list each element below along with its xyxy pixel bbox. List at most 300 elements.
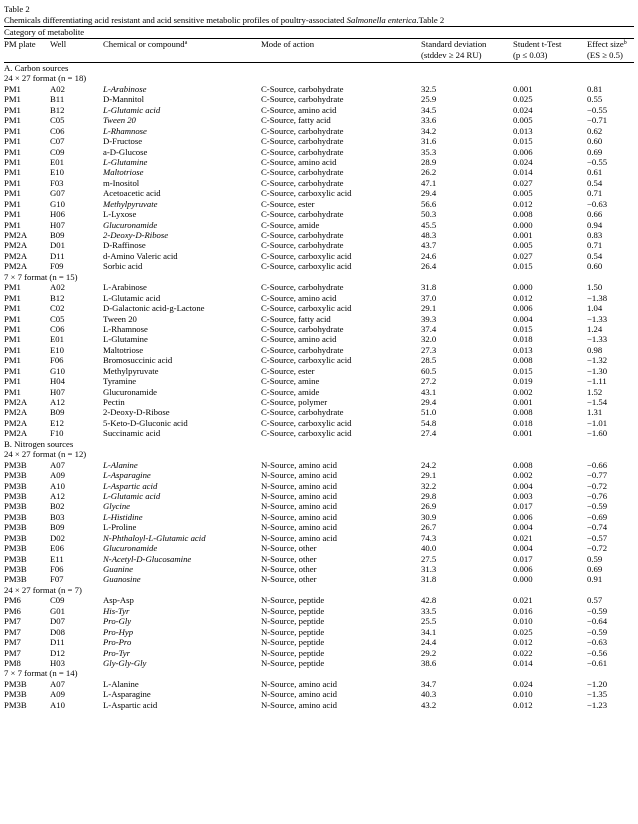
cell-ttest: 0.005 [513, 188, 533, 199]
cell-ttest: 0.025 [513, 94, 533, 105]
cell-mode: C-Source, carbohydrate [261, 323, 344, 334]
cell-chemical: D-Fructose [103, 136, 143, 147]
cell-ttest: 0.022 [513, 647, 533, 658]
cell-mode: C-Source, carboxylic acid [261, 417, 352, 428]
header-chemical-text: Chemical or compound [103, 39, 185, 49]
table-row [4, 324, 634, 334]
cell-ttest: 0.006 [513, 146, 533, 157]
cell-ttest: 0.015 [513, 261, 533, 272]
cell-pm-plate: PM1 [4, 177, 21, 188]
cell-pm-plate: PM1 [4, 167, 21, 178]
cell-ttest: 0.013 [513, 125, 533, 136]
cell-pm-plate: PM7 [4, 647, 21, 658]
cell-mode: C-Source, amide [261, 386, 320, 397]
cell-chemical: Bromosuccinic acid [103, 355, 173, 366]
cell-stddev: 29.1 [421, 470, 437, 481]
cell-effect-size: 0.71 [587, 188, 603, 199]
cell-stddev: 48.3 [421, 230, 437, 240]
cell-mode: C-Source, carbohydrate [261, 94, 344, 105]
header-chemical-footnote: a [184, 40, 188, 46]
cell-stddev: 31.6 [421, 136, 437, 147]
cell-chemical: L-Alanine [103, 459, 138, 470]
cell-ttest: 0.017 [513, 501, 533, 512]
cell-pm-plate: PM3B [4, 553, 27, 564]
section-heading-row [4, 439, 634, 449]
header-well: Well [50, 39, 67, 49]
cell-mode: C-Source, fatty acid [261, 313, 331, 324]
cell-chemical: L-Asparagine [103, 689, 151, 700]
table-row [4, 334, 634, 344]
cell-ttest: 0.017 [513, 553, 533, 564]
cell-chemical: Pro-Tyr [103, 647, 131, 658]
cell-well: H06 [50, 209, 65, 220]
cell-mode: N-Source, amino acid [261, 501, 337, 512]
cell-effect-size: 1.50 [587, 282, 603, 293]
cell-effect-size: −0.61 [587, 657, 608, 668]
cell-effect-size: 0.94 [587, 219, 603, 230]
cell-pm-plate: PM1 [4, 292, 21, 303]
cell-stddev: 32.2 [421, 480, 437, 491]
cell-well: E11 [50, 553, 64, 564]
cell-well: A07 [50, 678, 65, 689]
cell-well: A10 [50, 699, 65, 710]
cell-chemical: L-Arabinose [103, 282, 147, 293]
cell-mode: N-Source, peptide [261, 605, 325, 616]
cell-chemical: 5-Keto-D-Gluconic acid [103, 417, 188, 428]
cell-stddev: 28.5 [421, 355, 437, 366]
cell-chemical: Methylpyruvate [103, 365, 159, 376]
cell-mode: C-Source, carboxylic acid [261, 303, 352, 314]
cell-pm-plate: PM3B [4, 480, 27, 491]
cell-well: F07 [50, 574, 64, 585]
cell-effect-size: 0.54 [587, 250, 603, 261]
cell-stddev: 27.5 [421, 553, 437, 564]
cell-well: D11 [50, 637, 65, 648]
cell-pm-plate: PM3B [4, 564, 27, 574]
cell-effect-size: −0.63 [587, 198, 608, 209]
cell-ttest: 0.021 [513, 595, 533, 606]
cell-ttest: 0.006 [513, 303, 533, 314]
table-row [4, 303, 634, 313]
cell-chemical: Tyramine [103, 376, 137, 387]
format-subheading: 24 × 27 format (n = 7) [4, 584, 82, 595]
table-row [4, 501, 634, 511]
cell-pm-plate: PM2A [4, 250, 28, 261]
caption-text: Chemicals differentiating acid resistant and acid sensitive metabolic profiles of poultry-associated [4, 15, 347, 25]
table-caption [4, 15, 634, 26]
cell-well: C02 [50, 303, 65, 314]
cell-pm-plate: PM3B [4, 511, 27, 522]
cell-ttest: 0.025 [513, 626, 533, 637]
cell-ttest: 0.006 [513, 564, 533, 574]
cell-mode: C-Source, carbohydrate [261, 230, 344, 240]
cell-effect-size: −1.60 [587, 428, 608, 439]
cell-mode: N-Source, other [261, 574, 317, 585]
cell-ttest: 0.024 [513, 104, 533, 115]
cell-mode: N-Source, peptide [261, 647, 325, 658]
cell-mode: N-Source, amino acid [261, 470, 337, 481]
header-row-1 [4, 39, 634, 50]
table-row [4, 251, 634, 261]
cell-effect-size: 0.81 [587, 83, 603, 94]
cell-mode: C-Source, carbohydrate [261, 167, 344, 178]
table-row [4, 188, 634, 198]
cell-stddev: 45.5 [421, 219, 437, 230]
cell-pm-plate: PM3B [4, 574, 27, 585]
cell-ttest: 0.001 [513, 83, 533, 94]
cell-chemical: a-D-Glucose [103, 146, 148, 157]
cell-chemical: L-Proline [103, 522, 137, 533]
cell-ttest: 0.005 [513, 240, 533, 251]
cell-well: A02 [50, 83, 65, 94]
cell-well: E06 [50, 543, 64, 554]
cell-pm-plate: PM1 [4, 344, 21, 355]
cell-chemical: D-Raffinose [103, 240, 146, 251]
cell-effect-size: 0.59 [587, 553, 603, 564]
cell-ttest: 0.001 [513, 428, 533, 439]
cell-chemical: L-Alanine [103, 678, 139, 689]
cell-well: B09 [50, 522, 65, 533]
cell-chemical: Succinamic acid [103, 428, 161, 439]
format-subheading: 24 × 27 format (n = 18) [4, 73, 87, 84]
cell-stddev: 29.8 [421, 490, 437, 501]
cell-mode: N-Source, amino acid [261, 532, 337, 543]
table-row [4, 105, 634, 115]
cell-effect-size: 0.55 [587, 94, 603, 105]
cell-pm-plate: PM8 [4, 657, 21, 668]
cell-well: F03 [50, 177, 64, 188]
cell-stddev: 43.1 [421, 386, 437, 397]
cell-pm-plate: PM1 [4, 323, 21, 334]
cell-chemical: Guanine [103, 564, 133, 574]
cell-stddev: 25.5 [421, 616, 437, 627]
cell-stddev: 35.3 [421, 146, 437, 157]
cell-stddev: 27.2 [421, 376, 437, 387]
cell-well: C05 [50, 115, 65, 126]
table-row [4, 94, 634, 104]
cell-ttest: 0.004 [513, 480, 533, 491]
cell-well: B12 [50, 292, 65, 303]
table-row [4, 689, 634, 699]
cell-pm-plate: PM1 [4, 303, 21, 314]
cell-ttest: 0.027 [513, 250, 533, 261]
cell-well: E01 [50, 156, 64, 167]
table-row [4, 178, 634, 188]
table-row [4, 209, 634, 219]
table-row [4, 543, 634, 553]
cell-mode: N-Source, amino acid [261, 459, 337, 470]
cell-ttest: 0.003 [513, 490, 533, 501]
cell-stddev: 74.3 [421, 532, 437, 543]
cell-stddev: 29.1 [421, 303, 437, 314]
cell-mode: C-Source, amino acid [261, 156, 337, 167]
cell-mode: N-Source, amino acid [261, 522, 337, 533]
cell-chemical: Gly-Gly-Gly [103, 657, 147, 668]
cell-effect-size: −0.59 [587, 501, 608, 512]
cell-stddev: 27.3 [421, 344, 437, 355]
format-subheading-row [4, 73, 634, 83]
cell-mode: C-Source, amino acid [261, 334, 337, 345]
cell-pm-plate: PM1 [4, 83, 21, 94]
cell-stddev: 26.4 [421, 261, 437, 272]
cell-stddev: 54.8 [421, 417, 437, 428]
cell-effect-size: −0.69 [587, 511, 608, 522]
header-es-text: Effect size [587, 39, 624, 49]
cell-mode: C-Source, polymer [261, 397, 328, 407]
cell-ttest: 0.004 [513, 543, 533, 554]
cell-ttest: 0.000 [513, 219, 533, 230]
cell-pm-plate: PM3B [4, 459, 27, 470]
table-row [4, 314, 634, 324]
cell-well: E10 [50, 344, 64, 355]
table-row [4, 700, 634, 710]
cell-mode: C-Source, carbohydrate [261, 177, 344, 188]
cell-well: A12 [50, 397, 65, 407]
cell-well: E01 [50, 334, 64, 345]
table-row [4, 606, 634, 616]
cell-pm-plate: PM6 [4, 605, 21, 616]
cell-stddev: 26.2 [421, 167, 437, 178]
cell-ttest: 0.004 [513, 313, 533, 324]
cell-effect-size: −0.64 [587, 616, 608, 627]
cell-stddev: 27.4 [421, 428, 437, 439]
table-row [4, 627, 634, 637]
cell-stddev: 43.2 [421, 699, 437, 710]
cell-well: C09 [50, 146, 65, 157]
cell-well: H07 [50, 219, 65, 230]
table-row [4, 679, 634, 689]
table-row [4, 637, 634, 647]
cell-ttest: 0.001 [513, 230, 533, 240]
cell-well: H07 [50, 386, 65, 397]
cell-well: A07 [50, 459, 65, 470]
cell-stddev: 26.7 [421, 522, 437, 533]
cell-well: D02 [50, 532, 65, 543]
cell-chemical: L-Glutamic acid [103, 292, 161, 303]
cell-ttest: 0.001 [513, 397, 533, 407]
cell-mode: N-Source, peptide [261, 657, 325, 668]
cell-stddev: 40.0 [421, 543, 437, 554]
cell-well: B03 [50, 511, 65, 522]
table-row [4, 491, 634, 501]
cell-effect-size: 0.62 [587, 125, 603, 136]
cell-well: G01 [50, 605, 65, 616]
cell-chemical: Guanosine [103, 574, 141, 585]
cell-effect-size: −0.55 [587, 156, 608, 167]
cell-pm-plate: PM1 [4, 365, 21, 376]
cell-effect-size: −1.38 [587, 292, 608, 303]
cell-ttest: 0.024 [513, 156, 533, 167]
cell-stddev: 56.6 [421, 198, 437, 209]
header-es-footnote: b [623, 40, 627, 46]
cell-pm-plate: PM2A [4, 230, 28, 240]
cell-well: C09 [50, 595, 65, 606]
cell-stddev: 31.8 [421, 282, 437, 293]
format-subheading: 7 × 7 format (n = 15) [4, 271, 78, 282]
table-row [4, 658, 634, 668]
cell-stddev: 26.9 [421, 501, 437, 512]
cell-mode: C-Source, carboxylic acid [261, 428, 352, 439]
cell-chemical: L-Glutamine [103, 334, 148, 345]
cell-stddev: 33.6 [421, 115, 437, 126]
table-row [4, 564, 634, 574]
cell-well: B09 [50, 230, 65, 240]
table-row [4, 240, 634, 250]
header-sd-criterion: (stddev ≥ 24 RU) [421, 50, 513, 63]
cell-ttest: 0.012 [513, 637, 533, 648]
cell-chemical: L-Asparagine [103, 470, 151, 481]
cell-effect-size: −1.20 [587, 678, 608, 689]
cell-pm-plate: PM2A [4, 407, 28, 418]
cell-effect-size: −0.72 [587, 480, 608, 491]
cell-mode: C-Source, carbohydrate [261, 209, 344, 220]
cell-effect-size: −1.33 [587, 313, 608, 324]
cell-chemical: Maltotriose [103, 167, 144, 178]
cell-ttest: 0.021 [513, 532, 533, 543]
cell-stddev: 34.2 [421, 125, 437, 136]
table-row [4, 595, 634, 605]
cell-mode: C-Source, amine [261, 376, 320, 387]
cell-mode: N-Source, other [261, 564, 317, 574]
cell-stddev: 34.1 [421, 626, 437, 637]
format-subheading: 24 × 27 format (n = 12) [4, 449, 87, 460]
cell-effect-size: −0.63 [587, 637, 608, 648]
table-row [4, 157, 634, 167]
cell-mode: C-Source, carbohydrate [261, 125, 344, 136]
cell-mode: C-Source, carbohydrate [261, 136, 344, 147]
cell-pm-plate: PM3B [4, 678, 27, 689]
cell-well: G07 [50, 188, 65, 199]
cell-well: A10 [50, 480, 65, 491]
cell-stddev: 42.8 [421, 595, 437, 606]
cell-chemical: L-Lyxose [103, 209, 137, 220]
cell-mode: C-Source, carboxylic acid [261, 261, 352, 272]
cell-mode: N-Source, peptide [261, 595, 325, 606]
cell-well: D12 [50, 647, 65, 658]
cell-stddev: 30.9 [421, 511, 437, 522]
cell-chemical: 2-Deoxy-D-Ribose [103, 230, 169, 240]
cell-well: E12 [50, 417, 64, 428]
cell-pm-plate: PM1 [4, 198, 21, 209]
cell-effect-size: −1.35 [587, 689, 608, 700]
caption-organism: Salmonella enterica [346, 15, 417, 25]
cell-ttest: 0.002 [513, 470, 533, 481]
cell-effect-size: −0.72 [587, 543, 608, 554]
cell-ttest: 0.005 [513, 115, 533, 126]
cell-mode: C-Source, amino acid [261, 292, 337, 303]
table-row [4, 136, 634, 146]
cell-stddev: 39.3 [421, 313, 437, 324]
cell-chemical: Sorbic acid [103, 261, 143, 272]
cell-mode: N-Source, amino acid [261, 699, 337, 710]
cell-effect-size: 0.69 [587, 146, 603, 157]
cell-chemical: Glucuronamide [103, 543, 158, 554]
cell-chemical: L-Rhamnose [103, 323, 148, 334]
cell-chemical: Methylpyruvate [103, 198, 158, 209]
cell-chemical: N-Phthaloyl-L-Glutamic acid [103, 532, 206, 543]
cell-pm-plate: PM1 [4, 386, 21, 397]
cell-stddev: 29.4 [421, 397, 437, 407]
table-row [4, 366, 634, 376]
cell-well: B11 [50, 94, 65, 105]
cell-effect-size: 0.60 [587, 136, 603, 147]
cell-ttest: 0.006 [513, 511, 533, 522]
cell-well: C07 [50, 136, 65, 147]
cell-pm-plate: PM1 [4, 188, 21, 199]
cell-pm-plate: PM1 [4, 219, 21, 230]
cell-chemical: L-Aspartic acid [103, 480, 158, 491]
section-heading-row [4, 63, 634, 74]
cell-pm-plate: PM7 [4, 637, 21, 648]
cell-chemical: D-Galactonic acid-g-Lactone [103, 303, 205, 314]
cell-pm-plate: PM1 [4, 282, 21, 293]
cell-pm-plate: PM2A [4, 240, 28, 251]
cell-stddev: 43.7 [421, 240, 437, 251]
cell-chemical: L-Rhamnose [103, 125, 147, 136]
cell-effect-size: −1.01 [587, 417, 608, 428]
cell-chemical: Glucuronamide [103, 386, 158, 397]
cell-effect-size: 0.69 [587, 564, 603, 574]
cell-stddev: 32.0 [421, 334, 437, 345]
cell-pm-plate: PM1 [4, 94, 21, 105]
table-row [4, 261, 634, 271]
cell-well: F06 [50, 355, 64, 366]
header-ttest: Student t-Test [513, 39, 562, 49]
table-row [4, 282, 634, 292]
cell-ttest: 0.008 [513, 209, 533, 220]
table-row [4, 460, 634, 470]
table-row [4, 355, 634, 365]
cell-stddev: 24.6 [421, 250, 437, 261]
table-row [4, 574, 634, 584]
cell-well: C06 [50, 125, 65, 136]
cell-effect-size: 0.83 [587, 230, 603, 240]
cell-pm-plate: PM2A [4, 397, 28, 407]
format-subheading-row [4, 585, 634, 595]
table-row [4, 126, 634, 136]
cell-ttest: 0.016 [513, 605, 533, 616]
cell-stddev: 32.5 [421, 83, 437, 94]
cell-well: F06 [50, 564, 64, 574]
cell-well: E10 [50, 167, 64, 178]
cell-mode: N-Source, amino acid [261, 511, 337, 522]
cell-ttest: 0.027 [513, 177, 533, 188]
table-row [4, 115, 634, 125]
cell-stddev: 60.5 [421, 365, 437, 376]
cell-effect-size: −0.59 [587, 605, 608, 616]
cell-chemical: Tween 20 [103, 115, 136, 126]
table-row [4, 616, 634, 626]
header-mode: Mode of action [261, 39, 315, 49]
cell-chemical: L-Glutamic acid [103, 104, 161, 115]
cell-pm-plate: PM3B [4, 490, 27, 501]
cell-ttest: 0.008 [513, 355, 533, 366]
cell-effect-size: −0.71 [587, 115, 608, 126]
cell-chemical: 2-Deoxy-D-Ribose [103, 407, 170, 418]
cell-chemical: L-Arabinose [103, 83, 147, 94]
cell-stddev: 29.2 [421, 647, 437, 658]
table-row [4, 199, 634, 209]
cell-mode: C-Source, carbohydrate [261, 282, 344, 293]
cell-effect-size: −0.59 [587, 626, 608, 637]
cell-effect-size: 1.04 [587, 303, 603, 314]
cell-well: B09 [50, 407, 65, 418]
cell-pm-plate: PM1 [4, 104, 21, 115]
cell-ttest: 0.018 [513, 334, 533, 345]
cell-pm-plate: PM3B [4, 501, 27, 512]
cell-effect-size: 1.31 [587, 407, 603, 418]
cell-effect-size: 1.24 [587, 323, 603, 334]
